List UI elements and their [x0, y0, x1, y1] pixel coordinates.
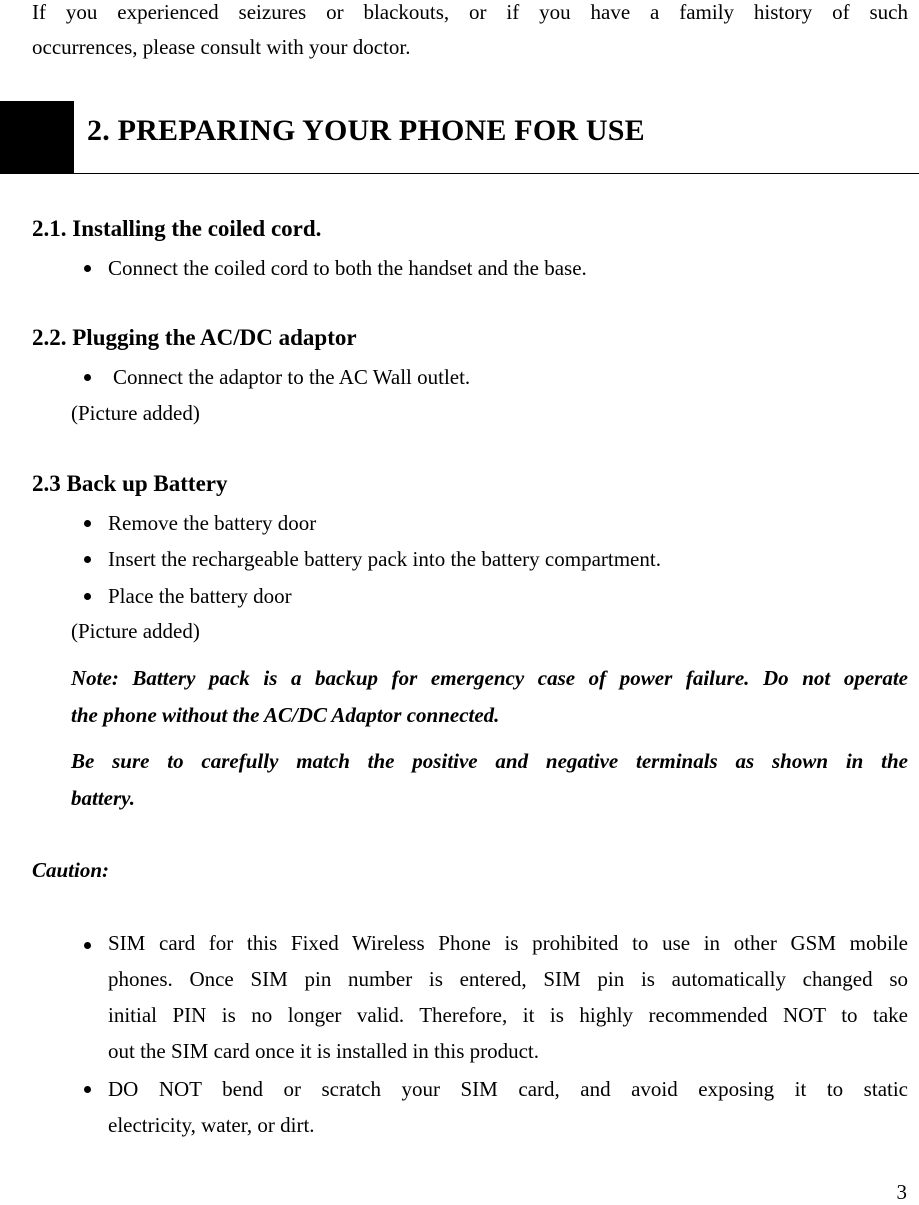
terminal-note-line-2: battery.: [71, 786, 135, 810]
caution-bullet-2-line-1: DO NOT bend or scratch your SIM card, and avoid exposing it to static: [108, 1077, 908, 1101]
caution-bullet-1-line-1: SIM card for this Fixed Wireless Phone is prohibited to use in other GSM mobile: [108, 931, 908, 955]
bullet-dot-icon: [84, 520, 91, 527]
bullet-dot-icon: [84, 1086, 91, 1093]
heading-2-1: 2.1. Installing the coiled cord.: [32, 216, 322, 241]
s21-bullet-1: Connect the coiled cord to both the handset and the base.: [108, 256, 587, 280]
intro-line-2: occurrences, please consult with your doctor.: [32, 35, 411, 59]
bullet-dot-icon: [84, 374, 91, 381]
caution-bullet-1-line-4: out the SIM card once it is installed in this product.: [108, 1039, 540, 1063]
battery-note-line-1: Note: Battery pack is a backup for emergency case of power failure. Do not operate: [71, 666, 908, 690]
page-number: 3: [896, 1180, 907, 1204]
s23-bullet-1: Remove the battery door: [108, 511, 317, 535]
section-divider: [74, 173, 919, 174]
bullet-dot-icon: [84, 556, 91, 563]
section-marker-block: [0, 101, 74, 174]
intro-line-1: If you experienced seizures or blackouts, or if you have a family history of such: [32, 0, 908, 24]
heading-2-2: 2.2. Plugging the AC/DC adaptor: [32, 325, 357, 350]
s23-bullet-2: Insert the rechargeable battery pack into the battery compartment.: [108, 547, 661, 571]
s23-picture-note: (Picture added): [71, 619, 200, 643]
heading-2-3: 2.3 Back up Battery: [32, 471, 228, 496]
bullet-dot-icon: [84, 593, 91, 600]
caution-heading: Caution:: [32, 858, 110, 882]
caution-bullet-1-line-2: phones. Once SIM pin number is entered, SIM pin is automatically changed so: [108, 967, 908, 991]
bullet-dot-icon: [84, 942, 91, 949]
caution-bullet-2-line-2: electricity, water, or dirt.: [108, 1113, 315, 1137]
s22-bullet-1: Connect the adaptor to the AC Wall outlet.: [113, 365, 471, 389]
s23-bullet-3: Place the battery door: [108, 584, 292, 608]
caution-bullet-1-line-3: initial PIN is no longer valid. Therefore, it is highly recommended NOT to take: [108, 1003, 908, 1027]
section-title: 2. PREPARING YOUR PHONE FOR USE: [87, 114, 645, 147]
bullet-dot-icon: [84, 265, 91, 272]
terminal-note-line-1: Be sure to carefully match the positive and negative terminals as shown in the: [71, 749, 908, 773]
s22-picture-note: (Picture added): [71, 401, 200, 425]
battery-note-line-2: the phone without the AC/DC Adaptor connected.: [71, 703, 500, 727]
